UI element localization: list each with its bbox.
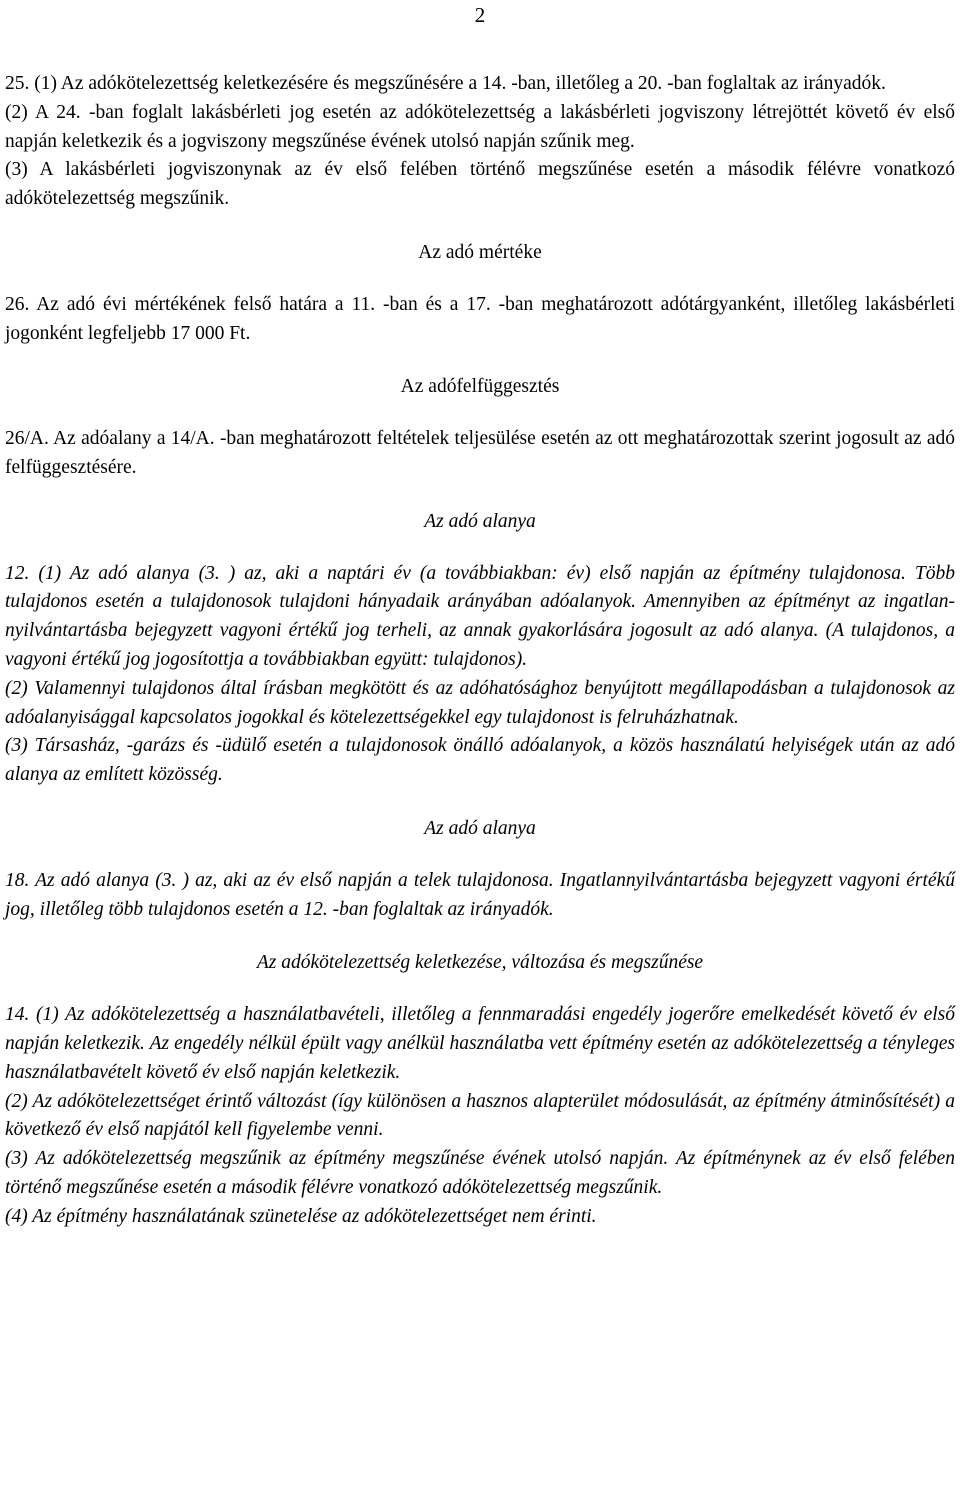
heading-ado-alanya-2: Az adó alanya bbox=[424, 817, 536, 839]
paragraph-14-1: 14. (1) Az adókötelezettség a használatbavételi, illetőleg a fennmaradási engedély jogerőre emelkedését követő év első napján keletkezik. Az engedély nélkül épült vagy anélkül használatba vett építmény esetén az adókötelezettség a tényleges használatbavételt követő év első napján keletkezik. bbox=[5, 1004, 955, 1083]
heading-ado-merteke: Az adó mértéke bbox=[418, 241, 542, 263]
paragraph-14-4: (4) Az építmény használatának szünetelése az adókötelezettséget nem érinti. bbox=[5, 1205, 597, 1227]
paragraph-12-2: (2) Valamennyi tulajdonos által írásban megkötött és az adóhatósághoz benyújtott megállapodásban a tulajdonosok az adóalanyisággal kapcsolatos jogokkal és kötelezettségekkel egy tulajdonost is felruházhatnak. bbox=[5, 677, 955, 728]
heading-adokotelezettseg: Az adókötelezettség keletkezése, változása és megszűnése bbox=[256, 952, 704, 974]
heading-adofelfuggesztes: Az adófelfüggesztés bbox=[400, 376, 560, 398]
document-body bbox=[5, 70, 955, 1232]
paragraph-14-3: (3) Az adókötelezettség megszűnik az építmény megszűnése évének utolsó napján. Az építménynek az év első felében történő megszűnése esetén a második félévre vonatkozó adókötelezettség megszűnik. bbox=[5, 1148, 955, 1198]
paragraph-12-1: 12. (1) Az adó alanya (3. ) az, aki a naptári év (a továbbiakban: év) első napján az építmény tulajdonosa. Több tulajdonos esetén a tulajdonosok tulajdoni hányadaik arányában adóalanyok. Amennyiben az építményt az ingatlan-nyilvántartásba bejegyzett vagyoni értékű jog terheli, az annak gyakorlására jogosult az adó alanya. (A tulajdonos, a vagyoni értékű jog jogosítottja a továbbiakban együtt: tulajdonos). bbox=[5, 562, 955, 670]
page-number: 2 bbox=[474, 3, 486, 27]
paragraph-14-2: (2) Az adókötelezettséget érintő változást (így különösen a hasznos alapterület módosulását, az építmény átminősítését) a következő év első napjától kell figyelembe venni. bbox=[5, 1090, 955, 1141]
paragraph-12-3: (3) Társasház, -garázs és -üdülő esetén a tulajdonosok önálló adóalanyok, a közös használatú helyiségek után az adó alanya az említett közösség. bbox=[5, 735, 955, 786]
paragraph-25-1: 25. (1) Az adókötelezettség keletkezésére és megszűnésére a 14. -ban, illetőleg a 20. -ban foglaltak az irányadók. bbox=[5, 73, 886, 94]
heading-ado-alanya-1: Az adó alanya bbox=[424, 510, 536, 532]
paragraph-25-2: (2) A 24. -ban foglalt lakásbérleti jog esetén az adókötelezettség a lakásbérleti jogviszony létrejöttét követő év első napján keletkezik és a jogviszony megszűnése évének utolsó napján szűnik meg. bbox=[5, 101, 955, 152]
paragraph-26a: 26/A. Az adóalany a 14/A. -ban meghatározott feltételek teljesülése esetén az ott meghatározottak szerint jogosult az adó felfüggesztésére. bbox=[5, 428, 955, 478]
paragraph-18: 18. Az adó alanya (3. ) az, aki az év első napján a telek tulajdonosa. Ingatlannyilvántartásba bejegyzett vagyoni értékű jog, illetőleg több tulajdonos esetén a 12. -ban foglaltak az irányadók. bbox=[5, 869, 955, 920]
paragraph-25-3: (3) A lakásbérleti jogviszonynak az év első felében történő megszűnése esetén a második félévre vonatkozó adókötelezettség megszűnik. bbox=[5, 159, 955, 210]
paragraph-26: 26. Az adó évi mértékének felső határa a 11. -ban és a 17. -ban meghatározott adótárgyanként, illetőleg lakásbérleti jogonként legfeljebb 17 000 Ft. bbox=[5, 293, 955, 344]
